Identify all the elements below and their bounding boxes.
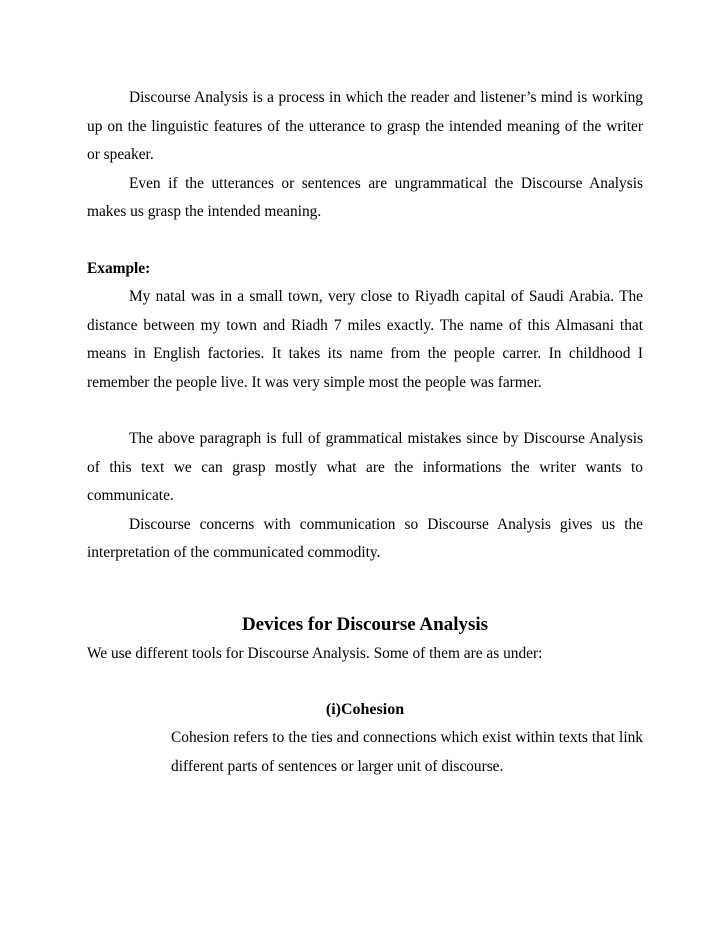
spacer [87,596,643,610]
cohesion-paragraph: Cohesion refers to the ties and connections which exist within texts that link different parts of sentences or larger unit of discourse. [171,729,643,775]
devices-intro: We use different tools for Discourse Analysis. Some of them are as under: [87,644,543,662]
document-page [87,84,643,781]
spacer [87,568,643,596]
intro-paragraph-2: Even if the utterances or sentences are ungrammatical the Discourse Analysis makes us grasp the intended meaning. [87,174,643,220]
example-paragraph: My natal was in a small town, very close to Riyadh capital of Saudi Arabia. The distance between my town and Riadh 7 miles exactly. The name of this Almasani that means in English factories. It takes its name from the people carrer. In childhood I remember the people live. It was very simple most the people was farmer. [87,288,643,391]
analysis-paragraph-1: The above paragraph is full of grammatical mistakes since by Discourse Analysis of this text we can grasp mostly what are the informations the writer wants to communicate. [87,430,643,504]
spacer [87,227,643,255]
example-label: Example: [87,259,151,277]
devices-heading: Devices for Discourse Analysis [241,613,489,635]
spacer [87,668,643,696]
cohesion-heading: (i)Cohesion [325,701,405,718]
spacer [87,397,643,425]
intro-paragraph-1: Discourse Analysis is a process in which the reader and listener’s mind is working up on the linguistic features of the utterance to grasp the intended meaning of the writer or speaker. [87,89,643,163]
analysis-paragraph-2: Discourse concerns with communication so Discourse Analysis gives us the interpretation of the communicated commodity. [87,515,643,561]
